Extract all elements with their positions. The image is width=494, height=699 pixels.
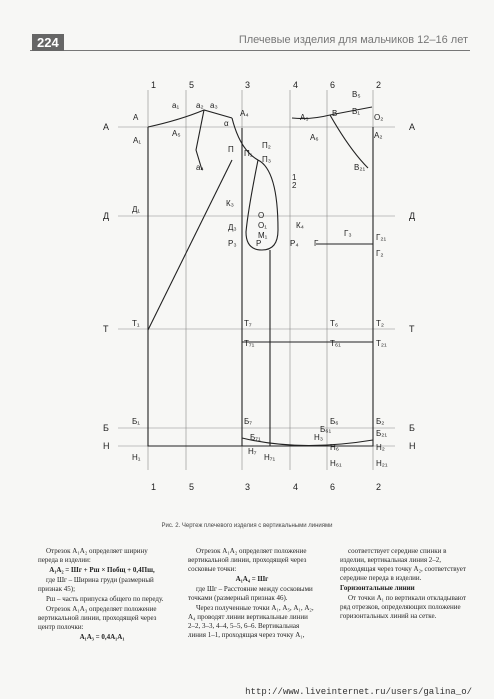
point-label: Т₇ bbox=[244, 319, 252, 328]
column-number-bottom: 3 bbox=[245, 482, 251, 492]
column-number-bottom: 5 bbox=[189, 482, 195, 492]
point-label: Г₂₁ bbox=[376, 233, 387, 242]
pattern-contour bbox=[148, 110, 232, 127]
paragraph: соответствует середине спинки в изделии, вертикальная линия 2–2, проходящая через точку А₂, соответствует середине переда в изделии. bbox=[340, 547, 466, 582]
point-label: Т₁ bbox=[132, 319, 140, 328]
column-number-top: 1 bbox=[151, 80, 157, 90]
point-label: Т₂ bbox=[376, 319, 384, 328]
row-letter-left: Н bbox=[103, 441, 110, 451]
point-label: Р₃ bbox=[228, 239, 237, 248]
point-label: Б₂₁ bbox=[376, 429, 388, 438]
point-label: Г₂ bbox=[376, 249, 384, 258]
point-label: Н₇₁ bbox=[264, 453, 276, 462]
row-letter-right: Д bbox=[409, 211, 416, 221]
point-label: Р₄ bbox=[290, 239, 299, 248]
point-label: Н₃ bbox=[314, 433, 324, 442]
formula: А₁А₂ = Шг + Рш × Побщ + 0,4Пш, bbox=[49, 566, 155, 574]
paragraph: Отрезок А₁А₃ определяет положение вертикальной линии, проходящей через центр полочки: bbox=[38, 605, 157, 631]
point-label: Н₇ bbox=[248, 447, 257, 456]
section-heading: Горизонтальные линии bbox=[340, 584, 415, 592]
row-letter-right: Б bbox=[409, 423, 415, 433]
row-letter-left: А bbox=[103, 122, 110, 132]
pattern-contour bbox=[148, 127, 373, 446]
column-number-top: 6 bbox=[330, 80, 336, 90]
paragraph: Через полученные точки А₁, А₅, А₁, А₂, А₄ проводят линии вертикальные линии 2–2, 3–3, 4–4, 5–5, 6–6. Вертикальная линия 1–1, проходящая через точку А₁, bbox=[188, 604, 314, 639]
paragraph: где Шг – Расстояние между сосковыми точками (размерный признак 46). bbox=[188, 585, 313, 602]
pattern-contour bbox=[330, 115, 368, 168]
point-label: Б₆₁ bbox=[320, 425, 332, 434]
source-url: http://www.liveinternet.ru/users/galina_o/ bbox=[245, 687, 472, 697]
column-number-bottom: 1 bbox=[151, 482, 157, 492]
point-label: А₅ bbox=[172, 129, 181, 138]
pattern-contour bbox=[196, 110, 204, 170]
point-label: α bbox=[224, 119, 229, 128]
pattern-contour bbox=[292, 115, 330, 119]
point-label: Т₆ bbox=[330, 319, 339, 328]
point-label: 2 bbox=[292, 181, 297, 190]
pattern-contour bbox=[148, 160, 232, 330]
formula: А₁А₄ = Шг bbox=[235, 575, 269, 583]
point-label: К₄ bbox=[296, 221, 304, 230]
point-label: Р bbox=[256, 239, 262, 248]
point-label: Д₃ bbox=[228, 223, 237, 232]
column-number-top: 5 bbox=[189, 80, 195, 90]
row-letter-right: Т bbox=[409, 324, 415, 334]
figure-caption: Рис. 2. Чертеж плечевого изделия с вертикальными линиями bbox=[161, 523, 333, 529]
text-column-1 bbox=[38, 547, 166, 643]
point-label: Н₂₁ bbox=[376, 459, 388, 468]
point-label: Т₂₁ bbox=[376, 339, 387, 348]
point-label: П₂ bbox=[262, 141, 271, 150]
paragraph: Рш – часть припуска общего по переду. bbox=[46, 595, 164, 603]
column-number-top: 3 bbox=[245, 80, 251, 90]
point-label: В₂₁ bbox=[354, 163, 366, 172]
point-label: а₁ bbox=[172, 101, 180, 110]
point-label: А₂ bbox=[374, 131, 383, 140]
pattern-contour bbox=[242, 438, 373, 446]
column-number-bottom: 4 bbox=[293, 482, 299, 492]
row-letter-right: Н bbox=[409, 441, 416, 451]
point-label: А₁ bbox=[133, 136, 142, 145]
point-label: А₆ bbox=[310, 133, 319, 142]
point-label: Д₁ bbox=[132, 205, 141, 214]
point-label: Н₂ bbox=[376, 443, 385, 452]
point-label: а₂ bbox=[196, 101, 204, 110]
point-label: К₃ bbox=[226, 199, 234, 208]
text-column-3 bbox=[340, 547, 468, 622]
point-label: П₁ bbox=[244, 149, 253, 158]
row-letter-right: А bbox=[409, 122, 416, 132]
point-label: В₁ bbox=[352, 107, 361, 116]
formula: А₁А₃ = 0,4А₁А₁ bbox=[79, 633, 125, 641]
text-column-2 bbox=[188, 547, 316, 641]
paragraph: От точки А₁ по вертикали откладывают ряд отрезков, определяющих положение горизонтальных линий на сетке. bbox=[340, 594, 467, 620]
point-label: 1 bbox=[292, 173, 297, 182]
paragraph: где Шг – Ширина груди (размерный признак 45); bbox=[38, 576, 154, 593]
paragraph: Отрезок А₁А₂ определяет положение вертикальной линии, проходящей через сосковые точки: bbox=[188, 547, 307, 573]
point-label: Г₃ bbox=[344, 229, 352, 238]
point-label: П₃ bbox=[262, 155, 272, 164]
point-label: Б₇ bbox=[244, 417, 252, 426]
point-label: А₃ bbox=[300, 113, 309, 122]
point-label: О₁ bbox=[258, 221, 267, 230]
row-letter-left: Д bbox=[103, 211, 110, 221]
column-number-bottom: 2 bbox=[376, 482, 382, 492]
row-letter-left: Б bbox=[103, 423, 109, 433]
point-label: Б₁ bbox=[132, 417, 140, 426]
page-number: 224 bbox=[32, 34, 64, 51]
point-label: Б₆ bbox=[330, 417, 339, 426]
point-label: а₄ bbox=[196, 163, 204, 172]
point-label: О bbox=[258, 211, 265, 220]
point-label: Н₆ bbox=[330, 443, 340, 452]
point-label: В bbox=[332, 109, 338, 118]
point-label: Н₆₁ bbox=[330, 459, 342, 468]
point-label: В₅ bbox=[352, 90, 361, 99]
point-label: Б₇₁ bbox=[250, 433, 261, 442]
column-number-top: 2 bbox=[376, 80, 382, 90]
column-number-bottom: 6 bbox=[330, 482, 336, 492]
column-number-top: 4 bbox=[293, 80, 299, 90]
running-title: Плечевые изделия для мальчиков 12–16 лет bbox=[238, 34, 468, 46]
point-label: М₁ bbox=[258, 231, 268, 240]
point-label: Н₁ bbox=[132, 453, 141, 462]
point-label: Б₂ bbox=[376, 417, 385, 426]
point-label: А₄ bbox=[240, 109, 249, 118]
point-label: А bbox=[133, 113, 139, 122]
point-label: О₂ bbox=[374, 113, 384, 122]
point-label: а₃ bbox=[210, 101, 218, 110]
row-letter-left: Т bbox=[103, 324, 109, 334]
point-label: Т₇₁ bbox=[244, 339, 255, 348]
paragraph: Отрезок А₁А₂ определяет ширину переда в изделии: bbox=[38, 547, 148, 564]
point-label: Г bbox=[314, 239, 319, 248]
point-label: Т₆₁ bbox=[330, 339, 341, 348]
point-label: П bbox=[228, 145, 234, 154]
